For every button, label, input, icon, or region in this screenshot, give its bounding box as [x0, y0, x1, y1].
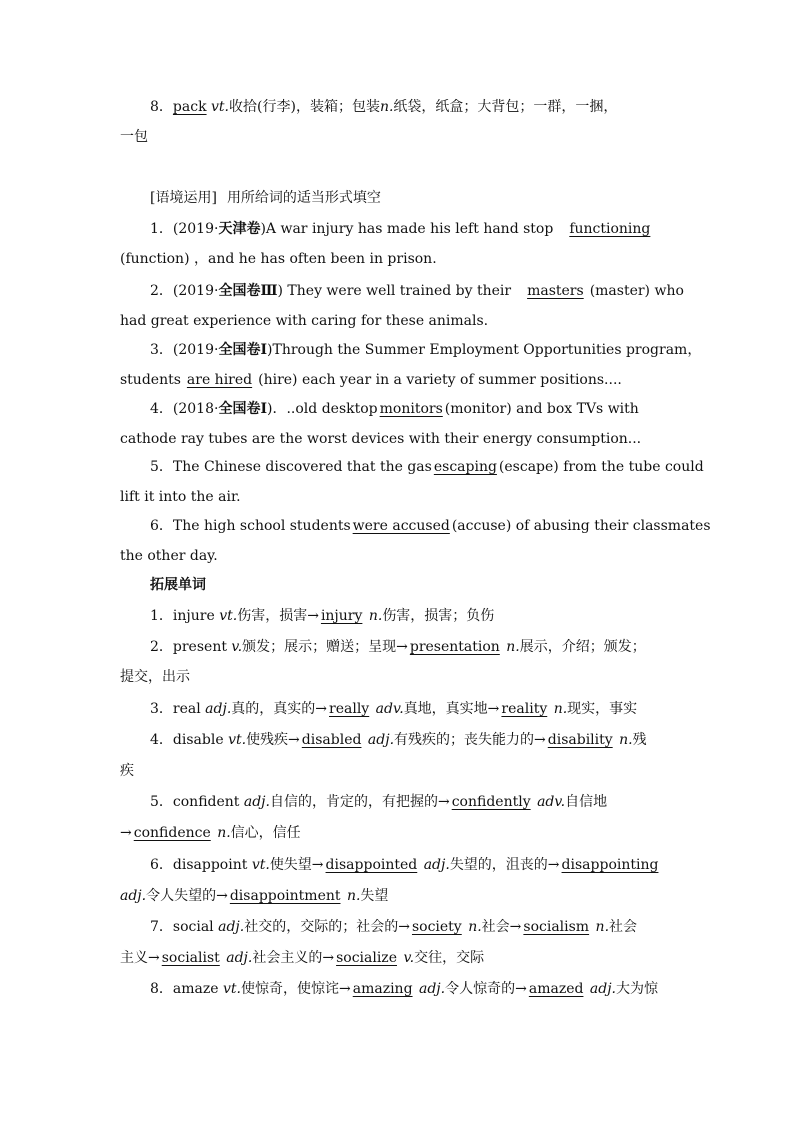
meaning: 令人失望的→	[146, 888, 228, 904]
meaning: 展示，介绍；颁发；	[519, 639, 646, 655]
part-of-speech: n.	[619, 732, 633, 748]
meaning: 失望的，沮丧的→	[449, 857, 560, 873]
meaning: 社会→	[481, 919, 522, 935]
part-of-speech: adv.	[537, 794, 566, 810]
exercise-text: (monitor) and box TVs with	[444, 401, 639, 417]
exercise-4-line2: cathode ray tubes are the worst devices with their energy consumption...	[120, 431, 642, 447]
answer-blank: were accused	[352, 518, 450, 534]
answer-blank: socialize	[336, 950, 397, 966]
answer-blank: masters	[527, 283, 584, 299]
answer-blank: confidently	[451, 794, 531, 810]
meaning: 使惊奇，使惊诧→	[241, 981, 351, 997]
answer-blank: monitors	[379, 401, 443, 417]
exercise-text: 1．(2019·	[150, 221, 219, 237]
vocab-item-4	[150, 730, 676, 750]
meaning: 残	[632, 732, 647, 748]
vocab-item-2-line2: 提交，出示	[120, 669, 190, 685]
answer-blank: reality	[501, 701, 548, 717]
answer-blank: disability	[547, 732, 613, 748]
exercise-text: 2．(2019·	[150, 283, 219, 299]
exercise-1	[150, 219, 676, 239]
headword: 8．amaze	[150, 981, 219, 997]
exercise-6-line2: the other day.	[120, 548, 218, 564]
part-of-speech: v.	[403, 950, 415, 966]
vocab-item-6-line2	[120, 886, 676, 906]
answer-blank: are hired	[186, 372, 253, 388]
part-of-speech: adv.	[375, 701, 404, 717]
exercise-6	[150, 516, 711, 536]
source-label: 全国卷Ⅲ	[218, 283, 278, 299]
exercise-text: ) They were well trained by their	[277, 283, 512, 299]
part-of-speech: vt.	[211, 99, 230, 115]
headword: pack	[172, 99, 207, 115]
part-of-speech: n.	[368, 608, 383, 624]
arrow: →	[120, 825, 132, 841]
exercise-text: (escape) from the tube could	[498, 459, 704, 475]
part-of-speech: adj.	[226, 950, 253, 966]
headword: 4．disable	[150, 732, 224, 748]
source-label: 全国卷Ⅰ	[218, 401, 268, 417]
meaning: 纸袋，纸盒；大背包；一群，一捆，	[393, 99, 618, 115]
part-of-speech: vt.	[219, 608, 238, 624]
meaning: 自信地	[565, 794, 608, 810]
meaning: 使失望→	[269, 857, 324, 873]
exercise-text: )Through the Summer Employment Opportunities program，	[267, 342, 702, 358]
exercise-text: (accuse) of abusing their classmates	[451, 518, 711, 534]
part-of-speech: adj.	[205, 701, 232, 717]
part-of-speech: vt.	[228, 732, 247, 748]
meaning: 伤害，损害；负伤	[382, 608, 495, 624]
part-of-speech: adj.	[423, 857, 450, 873]
exercise-1-line2: (function) ，and he has often been in prison.	[120, 251, 437, 267]
exercise-text: 3．(2019·	[150, 342, 219, 358]
vocab-item-6	[150, 855, 676, 875]
answer-blank: disabled	[301, 732, 362, 748]
meaning: 交往，交际	[414, 950, 485, 966]
meaning: 颁发；展示；赠送；呈现→	[242, 639, 408, 655]
part-of-speech: adj.	[120, 888, 147, 904]
vocab-item-7-line2	[120, 948, 676, 968]
section-heading-usage	[150, 188, 676, 208]
meaning: 社会	[609, 919, 638, 935]
exercise-3	[150, 340, 702, 360]
answer-blank: socialism	[523, 919, 590, 935]
meaning: 大为惊	[616, 981, 658, 997]
headword: 3．real	[150, 701, 201, 717]
answer-blank: really	[329, 701, 370, 717]
answer-blank: disappointed	[325, 857, 418, 873]
source-label: 天津卷	[218, 221, 261, 237]
meaning: 令人惊奇的→	[445, 981, 527, 997]
answer-blank: disappointing	[561, 857, 659, 873]
meaning: 有残疾的；丧失能力的→	[394, 732, 546, 748]
part-of-speech: n.	[553, 701, 568, 717]
answer-blank: amazed	[528, 981, 584, 997]
exercise-text: (master) who	[589, 283, 684, 299]
headword: 6．disappoint	[150, 857, 248, 873]
exercise-text: 5．The Chinese discovered that the gas	[150, 459, 432, 475]
part-of-speech: n.	[468, 919, 482, 935]
vocab-item-4-line2: 疾	[120, 763, 134, 779]
section-heading-expand: 拓展单词	[150, 577, 206, 593]
answer-blank: disappointment	[229, 888, 341, 904]
meaning: 自信的，肯定的，有把握的→	[269, 794, 450, 810]
exercise-text: 6．The high school students	[150, 518, 351, 534]
answer-blank: socialist	[161, 950, 220, 966]
part-of-speech: adj.	[419, 981, 446, 997]
exercise-2-line2: had great experience with caring for these animals.	[120, 313, 489, 329]
vocab-item-3	[150, 699, 676, 719]
meaning: 真地，真实地→	[403, 701, 500, 717]
vocab-item-5	[150, 792, 676, 812]
meaning: 使残疾→	[246, 732, 300, 748]
part-of-speech: n.	[506, 639, 520, 655]
answer-blank: presentation	[409, 639, 500, 655]
part-of-speech: n.	[595, 919, 610, 935]
vocab-item-2	[150, 637, 676, 657]
source-label: 全国卷Ⅰ	[218, 342, 268, 358]
vocab-item-1	[150, 606, 676, 626]
vocab-item-5-line2	[120, 823, 676, 843]
exercise-2	[150, 281, 684, 301]
part-of-speech: adj.	[589, 981, 616, 997]
answer-blank: amazing	[352, 981, 413, 997]
headword: 1．injure	[150, 608, 215, 624]
exercise-text: (hire) each year in a variety of summer positions....	[258, 372, 622, 388]
exercise-text: )A war injury has made his left hand stop	[260, 221, 554, 237]
exercise-4	[150, 399, 676, 419]
exercise-5	[150, 457, 704, 477]
answer-blank: escaping	[433, 459, 497, 475]
part-of-speech: n.	[346, 888, 361, 904]
answer-blank: confidence	[133, 825, 211, 841]
meaning: 伤害，损害→	[237, 608, 319, 624]
section-instruction: 用所给词的适当形式填空	[226, 190, 381, 206]
part-of-speech: vt.	[251, 857, 270, 873]
headword: 7．social	[150, 919, 214, 935]
part-of-speech: v.	[231, 639, 243, 655]
exercise-3-line2	[120, 370, 676, 390]
section-tag: [语境运用]	[150, 190, 217, 206]
answer-blank: society	[411, 919, 462, 935]
exercise-5-line2: lift it into the air.	[120, 489, 241, 505]
meaning: 现实，事实	[567, 701, 638, 717]
meaning: 社会主义的→	[252, 950, 335, 966]
part-of-speech: n.	[217, 825, 231, 841]
meaning: 真的，真实的→	[231, 701, 328, 717]
part-of-speech: n.	[379, 99, 394, 115]
meaning: 失望	[360, 888, 389, 904]
meaning: 信心，信任	[230, 825, 301, 841]
exercise-text: 4．(2018·	[150, 401, 219, 417]
part-of-speech: adj.	[367, 732, 395, 748]
part-of-speech: vt.	[223, 981, 241, 997]
headword: 2．present	[150, 639, 227, 655]
vocab-item-7	[150, 917, 676, 937]
part-of-speech: adj.	[243, 794, 270, 810]
vocab-item-continuation: 一包	[120, 129, 148, 145]
meaning: 主义→	[120, 950, 160, 966]
item-number: 8．	[150, 99, 173, 115]
meaning: 收拾(行李)，装箱；包装	[229, 99, 380, 115]
headword: 5．confident	[150, 794, 240, 810]
part-of-speech: adj.	[218, 919, 245, 935]
answer-blank: injury	[320, 608, 363, 624]
vocab-item-pack	[150, 97, 676, 117]
exercise-text: )．..old desktop	[267, 401, 378, 417]
vocab-item-8	[150, 979, 676, 999]
meaning: 社交的，交际的；社会的→	[244, 919, 410, 935]
answer-blank: functioning	[569, 221, 651, 237]
exercise-text: students	[120, 372, 181, 388]
